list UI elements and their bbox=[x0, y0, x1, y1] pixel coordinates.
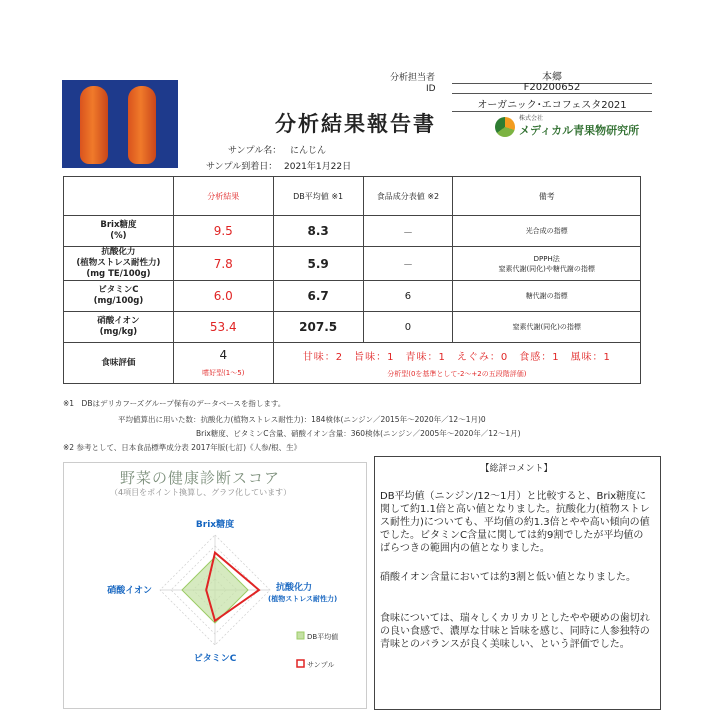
event-value: オーガニック･エコフェスタ2021 bbox=[452, 96, 652, 112]
sample-name-value: にんじん bbox=[290, 146, 327, 156]
row-label bbox=[64, 281, 174, 312]
footnote-1b: 平均値算出に用いた数：抗酸化力(植物ストレス耐性力)：184検体(ニンジン／2015年～2020年／12～1月)0 bbox=[118, 415, 486, 424]
arrival-value: 2021年1月22日 bbox=[284, 162, 352, 172]
eval-label: 食味評価 bbox=[64, 343, 174, 384]
note-value: 糖代謝の指標 bbox=[453, 281, 641, 312]
note-line: 窒素代謝(同化)や糖代謝の指標 bbox=[498, 264, 595, 273]
row-label-unit: (mg TE/100g) bbox=[86, 269, 151, 279]
db-value: 5.9 bbox=[273, 247, 363, 281]
row-label bbox=[64, 312, 174, 343]
sample-name-label: サンプル名： bbox=[228, 146, 282, 156]
results-table bbox=[63, 176, 641, 384]
row-label bbox=[64, 216, 174, 247]
eval-items: 甘味：2 旨味：1 青味：1 えぐみ：0 食感：1 風味：1 bbox=[302, 351, 611, 363]
row-label-name: ビタミンC bbox=[98, 285, 139, 295]
carrot-image bbox=[128, 86, 156, 164]
carrot-image bbox=[80, 86, 108, 164]
row-label-unit: (%) bbox=[110, 231, 127, 241]
db-value: 8.3 bbox=[273, 216, 363, 247]
food-value: － bbox=[363, 247, 453, 281]
db-value: 6.7 bbox=[273, 281, 363, 312]
arrival-label: サンプル到着日： bbox=[206, 162, 278, 172]
carrot-photo bbox=[62, 80, 178, 168]
table-row-eval bbox=[64, 343, 641, 384]
analyst-value: 本郷 bbox=[452, 68, 652, 84]
footnote-2: ※2 参考として、日本食品標準成分表 2017年版(七訂)《人参/根、生》 bbox=[63, 443, 302, 452]
row-label-name: Brix糖度 bbox=[100, 220, 137, 230]
legend-sample-label: サンプル bbox=[307, 661, 335, 669]
row-label-name: 硝酸イオン bbox=[97, 316, 140, 326]
food-value: 6 bbox=[363, 281, 453, 312]
logo-small-text: 株式会社 bbox=[519, 115, 544, 122]
header-result: 分析結果 bbox=[173, 177, 273, 216]
analyst-label: 分析担当者 bbox=[390, 73, 436, 83]
eval-items-cell bbox=[273, 343, 640, 384]
row-label-unit: (mg/100g) bbox=[93, 296, 144, 306]
row-label-name: 抗酸化力 bbox=[101, 247, 136, 257]
result-value: 6.0 bbox=[173, 281, 273, 312]
company-logo bbox=[495, 115, 639, 138]
food-value: － bbox=[363, 216, 453, 247]
comment-paragraph-1: DB平均値（ニンジン/12～1月）と比較すると、Brix糖度に関して約1.1倍と高い値となりました。抗酸化力(植物ストレス耐性力)についても、平均値の約1.3倍とやや高い傾向の値でした。ビタミンC含量に関しては約9割でしたが平均値のばらつきの範囲内の値となりました。 bbox=[380, 491, 650, 554]
note-value bbox=[453, 247, 641, 281]
legend-db-swatch bbox=[297, 632, 304, 639]
note-line: DPPH法 bbox=[533, 254, 560, 263]
header-db: DB平均値 ※1 bbox=[273, 177, 363, 216]
id-value: F20200652 bbox=[452, 82, 652, 94]
header-empty bbox=[64, 177, 174, 216]
table-row bbox=[64, 312, 641, 343]
comment-paragraph-3: 食味については、瑞々しくカリカリとしたやや硬めの歯切れの良い食感で、濃厚な甘味と旨味を感じ、同時に人参独特の青味とのバランスが良く美味しい、という評価でした。 bbox=[380, 613, 650, 650]
eval-score: 4 bbox=[219, 348, 228, 362]
legend-db-label: DB平均値 bbox=[307, 633, 339, 641]
db-value: 207.5 bbox=[273, 312, 363, 343]
axis-label-antioxidant-sub: (植物ストレス耐性力) bbox=[268, 595, 338, 603]
id-label: ID bbox=[426, 84, 436, 94]
logo-name: メディカル青果物研究所 bbox=[519, 124, 640, 137]
series-db-polygon bbox=[182, 557, 248, 623]
food-value: 0 bbox=[363, 312, 453, 343]
table-row bbox=[64, 247, 641, 281]
row-label bbox=[64, 247, 174, 281]
result-value: 53.4 bbox=[173, 312, 273, 343]
page-title: 分析結果報告書 bbox=[275, 112, 436, 136]
result-value: 9.5 bbox=[173, 216, 273, 247]
note-value: 窒素代謝(同化)の指標 bbox=[453, 312, 641, 343]
radar-chart bbox=[63, 462, 365, 707]
eval-score-sub: 嗜好型(1～5) bbox=[202, 369, 245, 377]
chart-title: 野菜の健康診断スコア bbox=[120, 469, 281, 487]
footnote-1: ※1 DBはデリカフーズグループ保有のデータベースを指します。 bbox=[63, 399, 286, 408]
axis-label-vitaminc: ビタミンC bbox=[193, 654, 237, 664]
table-header-row bbox=[64, 177, 641, 216]
legend-sample-swatch bbox=[297, 660, 304, 667]
table-row bbox=[64, 281, 641, 312]
header-food: 食品成分表値 ※2 bbox=[363, 177, 453, 216]
header-note: 備考 bbox=[453, 177, 641, 216]
axis-label-brix: Brix糖度 bbox=[195, 520, 235, 530]
row-label-unit: (mg/kg) bbox=[99, 327, 138, 337]
note-value: 光合成の指標 bbox=[453, 216, 641, 247]
logo-mark-icon bbox=[495, 117, 515, 137]
chart-subtitle: （4項目をポイント換算し、グラフ化しています） bbox=[110, 488, 292, 497]
row-label-sub: (植物ストレス耐性力) bbox=[76, 258, 161, 268]
eval-score-cell bbox=[173, 343, 273, 384]
eval-items-sub: 分析型(0を基準として-2～+2の五段階評価) bbox=[387, 369, 527, 378]
result-value: 7.8 bbox=[173, 247, 273, 281]
axis-label-antioxidant: 抗酸化力 bbox=[276, 583, 313, 593]
table-row bbox=[64, 216, 641, 247]
comment-paragraph-2: 硝酸イオン含量においては約3割と低い値となりました。 bbox=[380, 572, 637, 583]
footnote-1c: Brix糖度、ビタミンC含量、硝酸イオン含量：360検体(ニンジン／2005年～2020年／12～1月) bbox=[196, 429, 521, 438]
comment-title: 【総評コメント】 bbox=[480, 464, 553, 474]
axis-label-nitrate: 硝酸イオン bbox=[107, 586, 152, 596]
